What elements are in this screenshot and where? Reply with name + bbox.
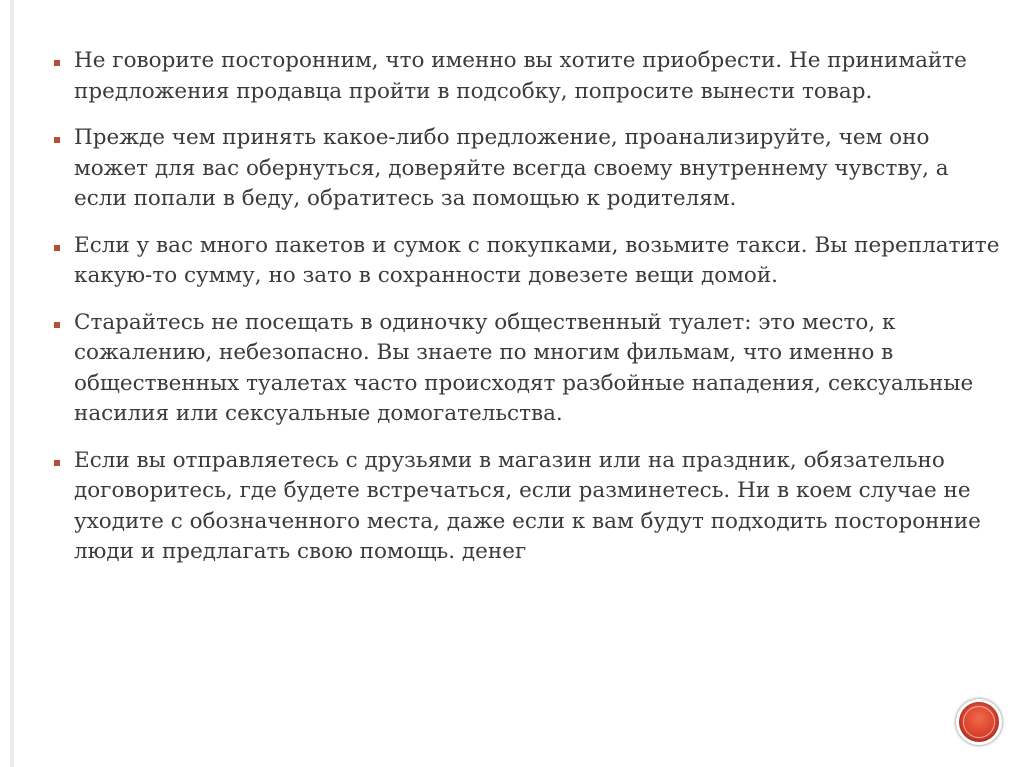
square-bullet-icon [54, 60, 60, 66]
bullet-item [54, 123, 1004, 215]
square-bullet-icon [54, 460, 60, 466]
bullet-text: Старайтесь не посещать в одиночку общественный туалет: это место, к сожалению, небезопасно. Вы знаете по многим фильмам, что именно в общественных туалетах часто происходят разбойные нападения, сексуальные насилия или сексуальные домогательства. [74, 309, 974, 426]
square-bullet-icon [54, 137, 60, 143]
nav-badge-ring [959, 702, 999, 742]
bullet-text: Не говорите посторонним, что именно вы хотите приобрести. Не принимайте предложения продавца пройти в подсобку, попросите вынести товар. [74, 48, 967, 104]
bullet-text: Если вы отправляетесь с друзьями в магазин или на праздник, обязательно договоритесь, где будете встречаться, если разминетесь. Ни в коем случае не уходите с обозначенного места, даже если к вам будут подходить посторонние люди и предлагать свою помощь. денег [74, 447, 981, 564]
slide-nav-badge-icon[interactable] [956, 699, 1002, 745]
bullet-item [54, 231, 1004, 292]
square-bullet-icon [54, 245, 60, 251]
square-bullet-icon [54, 322, 60, 328]
bullet-item [54, 46, 1004, 107]
bullet-item [54, 308, 1004, 430]
bullet-text: Если у вас много пакетов и сумок с покупками, возьмите такси. Вы переплатите какую-то сумму, но зато в сохранности довезете вещи домой. [74, 232, 1000, 288]
bullet-list [54, 46, 1004, 584]
bullet-text: Прежде чем принять какое-либо предложение, проанализируйте, чем оно может для вас обернуться, доверяйте всегда своему внутреннему чувству, а если попали в беду, обратитесь за помощью к родителям. [74, 125, 949, 211]
slide-left-rule [10, 0, 14, 767]
bullet-item [54, 446, 1004, 568]
